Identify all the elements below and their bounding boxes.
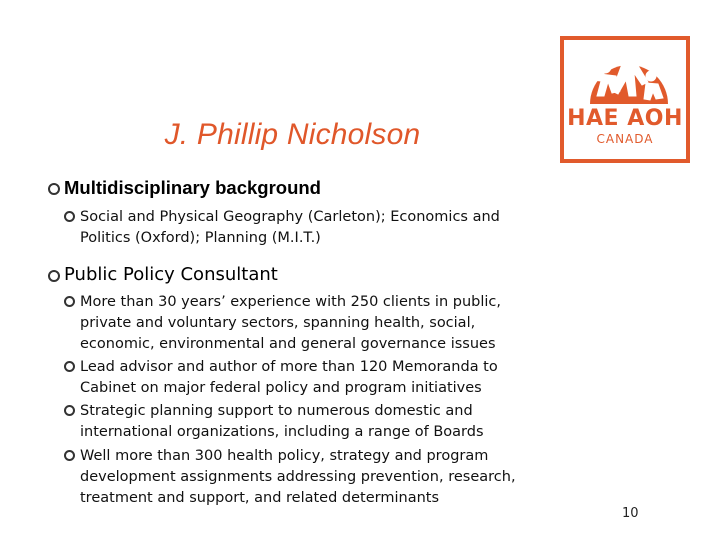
sub-bullet-education <box>64 207 504 249</box>
bullet-circle-icon <box>64 211 75 222</box>
bullet-circle-icon <box>48 183 60 195</box>
sub-bullet-experience <box>64 292 508 355</box>
bullet-text: Strategic planning support to numerous domestic and international organizations, including a range of Boards <box>80 403 484 440</box>
page-number: 10 <box>622 506 639 521</box>
bullet-text: Lead advisor and author of more than 120 Memoranda to Cabinet on major federal policy and program initiatives <box>80 359 498 396</box>
bullet-text: More than 30 years’ experience with 250 clients in public, private and voluntary sectors, spanning health, social, economic, environmental and general governance issues <box>80 294 501 352</box>
sub-bullet-memoranda <box>64 357 508 399</box>
bullet-text: Well more than 300 health policy, strategy and program development assignments addressing prevention, research, treatment and support, and related determinants <box>80 448 516 506</box>
sub-bullet-health-policy <box>64 446 520 509</box>
logo-wordmark: HAE AOH <box>567 106 683 131</box>
sub-bullet-strategic-planning <box>64 401 508 443</box>
bullet-text: Social and Physical Geography (Carleton); Economics and Politics (Oxford); Planning (M.I.T.) <box>80 209 500 246</box>
logo-subtitle: CANADA <box>596 132 654 146</box>
bullet-circle-icon <box>64 361 75 372</box>
bullet-circle-icon <box>64 296 75 307</box>
bullet-multidisciplinary <box>48 177 568 199</box>
bullet-text: Public Policy Consultant <box>64 264 278 285</box>
slide-title: J. Phillip Nicholson <box>164 118 421 151</box>
bullet-text: Multidisciplinary background <box>64 177 321 198</box>
bullet-circle-icon <box>48 270 60 282</box>
bullet-circle-icon <box>64 450 75 461</box>
bullet-public-policy <box>48 264 568 286</box>
bullet-circle-icon <box>64 405 75 416</box>
